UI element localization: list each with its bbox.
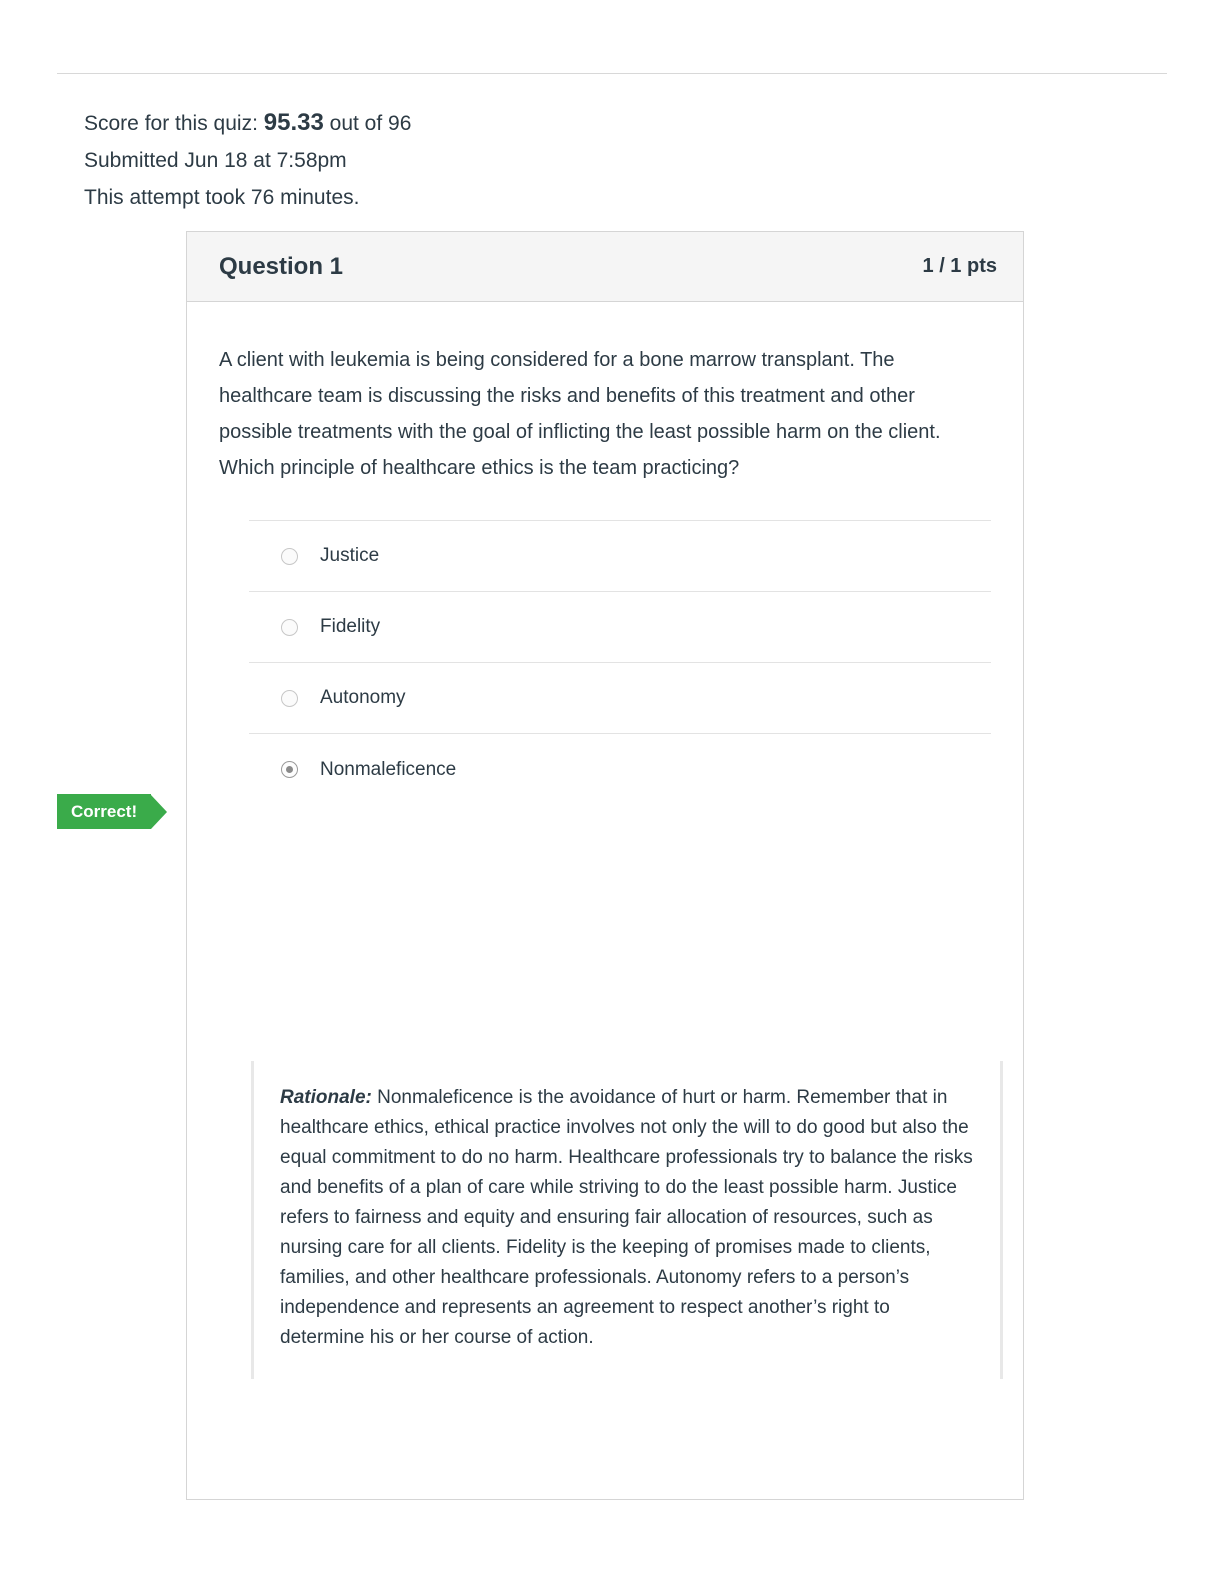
- rationale-label: Rationale:: [280, 1087, 372, 1108]
- answer-option-autonomy[interactable]: [249, 663, 991, 734]
- answer-option-justice[interactable]: [249, 521, 991, 592]
- question-title: Question 1: [219, 252, 344, 280]
- card-bottom-spacer: [219, 1379, 991, 1499]
- rationale-text: Nonmaleficence is the avoidance of hurt or harm. Remember that in healthcare ethics, ethical practice involves not only the will to do good but also the equal commitment to do no harm. Healthcare professionals try to balance the risks and benefits of a plan of care while striving to do the least possible harm. Justice refers to fairness and equity and ensuring fair allocation of resources, such as nursing care for all clients. Fidelity is the keeping of promises made to clients, families, and other healthcare professionals. Autonomy refers to a person’s independence and represents an agreement to respect another’s right to determine his or her course of action.: [280, 1087, 973, 1348]
- header-divider: [57, 73, 1167, 74]
- question-card: [186, 231, 1024, 1500]
- answer-label: Fidelity: [320, 616, 381, 637]
- answer-label: Justice: [320, 545, 380, 566]
- correct-badge-label: Correct!: [57, 794, 151, 829]
- question-body: [187, 302, 1023, 1499]
- answer-label: Autonomy: [320, 687, 406, 708]
- radio-icon[interactable]: [281, 619, 298, 636]
- answer-label: Nonmaleficence: [320, 758, 457, 780]
- rationale-block: [251, 1061, 1003, 1379]
- correct-badge-arrow: [151, 795, 167, 829]
- question-points: 1 / 1 pts: [922, 255, 997, 277]
- score-value: 95.33: [263, 109, 324, 136]
- correct-badge: [57, 794, 167, 829]
- submitted-line: Submitted Jun 18 at 7:58pm: [84, 149, 347, 172]
- attempt-duration-line: This attempt took 76 minutes.: [84, 186, 360, 209]
- radio-icon[interactable]: [281, 690, 298, 707]
- score-line: [84, 104, 984, 142]
- score-out-of: out of 96: [329, 112, 412, 135]
- radio-selected-icon[interactable]: [281, 761, 298, 778]
- answer-list: [249, 520, 991, 805]
- answer-option-nonmaleficence[interactable]: [249, 734, 991, 805]
- question-header: [187, 232, 1023, 302]
- score-label: Score for this quiz:: [84, 112, 258, 135]
- answer-option-fidelity[interactable]: [249, 592, 991, 663]
- radio-icon[interactable]: [281, 548, 298, 565]
- question-text: A client with leukemia is being considered for a bone marrow transplant. The healthcare team is discussing the risks and benefits of this treatment and other possible treatments with the goal of inflicting the least possible harm on the client. Which principle of healthcare ethics is the team practicing?: [219, 349, 941, 479]
- quiz-summary: [84, 104, 984, 216]
- rationale-paragraph: [280, 1083, 974, 1353]
